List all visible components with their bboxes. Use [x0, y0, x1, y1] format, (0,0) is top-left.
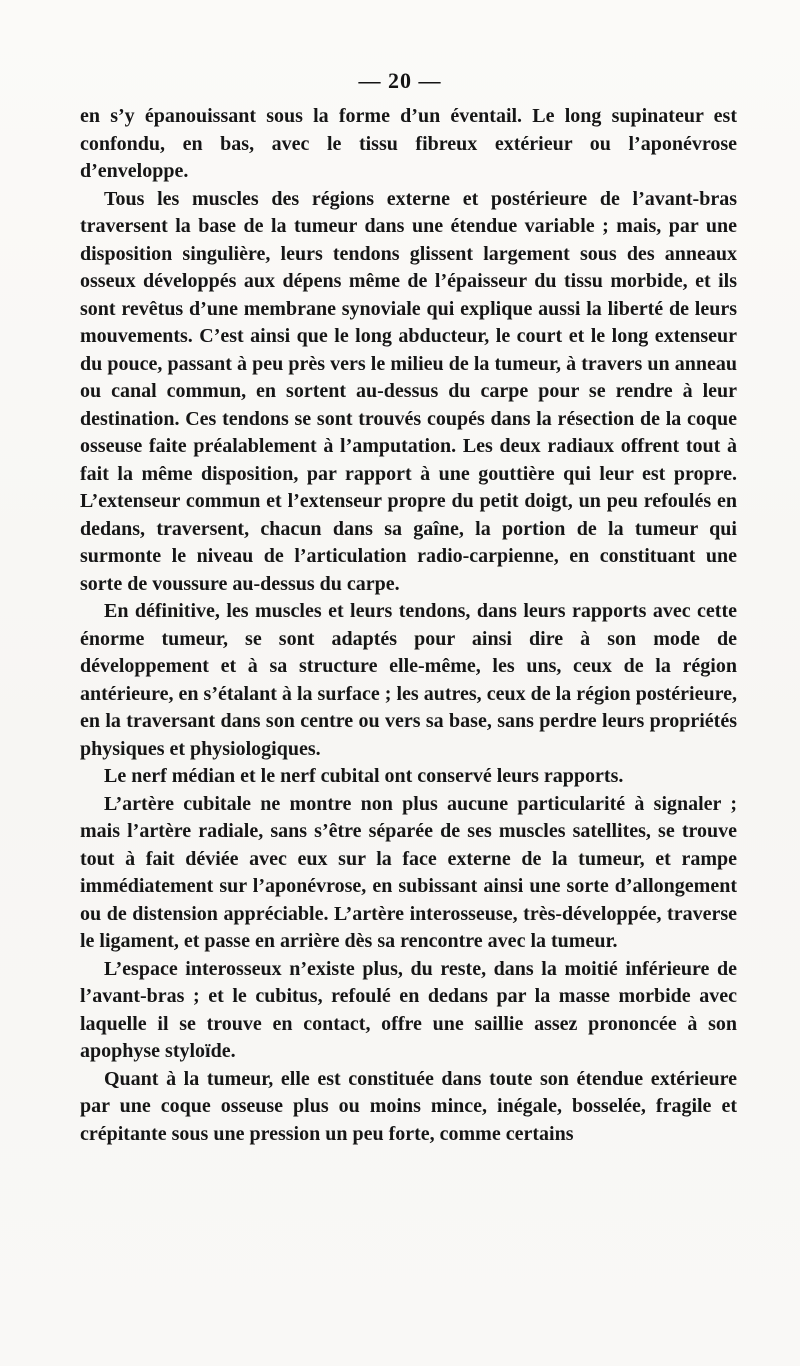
paragraph-continued: en s’y épanouissant sous la forme d’un éventail. Le long supinateur est confondu, en bas, avec le tissu fibreux extérieur ou l’aponévrose d’enveloppe. — [80, 105, 737, 182]
paragraph-interosseous-space: L’espace interosseux n’existe plus, du reste, dans la moitié inférieure de l’avant-bras ; et le cubitus, refoulé en dedans par la masse morbide avec laquelle il se trouve en contact, offre une saillie assez prononcée à son apophyse styloïde. — [80, 957, 737, 1062]
body-text — [80, 103, 737, 1148]
paragraph-arteries: L’artère cubitale ne montre non plus aucune particularité à signaler ; mais l’artère radiale, sans s’être séparée de ses muscles satellites, se trouve tout à fait déviée avec eux sur la face externe de la tumeur, et rampe immédiatement sur l’aponévrose, en subissant ainsi une sorte d’allongement ou de distension appréciable. L’artère interosseuse, très-développée, traverse le ligament, et passe en arrière dès sa rencontre avec la tumeur. — [80, 792, 737, 952]
paragraph-nerves: Le nerf médian et le nerf cubital ont conservé leurs rapports. — [104, 765, 624, 787]
paragraph-definitive: En définitive, les muscles et leurs tendons, dans leurs rapports avec cette énorme tumeur, se sont adaptés pour ainsi dire à son mode de développement et à sa structure elle-même, les uns, ceux de la région antérieure, en s’étalant à la surface ; les autres, ceux de la région postérieure, en la traversant dans son centre ou vers sa base, sans perdre leurs propriétés physiques et physiologiques. — [80, 600, 737, 760]
paragraph-muscles-tendons: Tous les muscles des régions externe et postérieure de l’avant-bras traversent la base de la tumeur dans une étendue variable ; mais, par une disposition singulière, leurs tendons glissent largement sous des anneaux osseux développés aux dépens même de l’épaisseur du tissu morbide, et ils sont revêtus d’une membrane synoviale qui explique aussi la liberté de leurs mouvements. C’est ainsi que le long abducteur, le court et le long extenseur du pouce, passant à peu près vers le milieu de la tumeur, à travers un anneau ou canal commun, en sortent au-dessus du carpe pour se rendre à leur destination. Ces tendons se sont trouvés coupés dans la résection de la coque osseuse faite préalablement à l’amputation. Les deux radiaux offrent tout à fait la même disposition, par rapport à une gouttière qui leur est propre. L’extenseur commun et l’extenseur propre du petit doigt, un peu refoulés en dedans, traversent, chacun dans sa gaîne, la portion de la tumeur qui surmonte le niveau de l’articulation radio-carpienne, en constituant une sorte de voussure au-dessus du carpe. — [80, 187, 737, 595]
page-number: — 20 — — [358, 68, 442, 93]
paragraph-tumor: Quant à la tumeur, elle est constituée dans toute son étendue extérieure par une coque osseuse plus ou moins mince, inégale, bosselée, fragile et crépitante sous une pression un peu forte, comme certains — [80, 1067, 737, 1145]
